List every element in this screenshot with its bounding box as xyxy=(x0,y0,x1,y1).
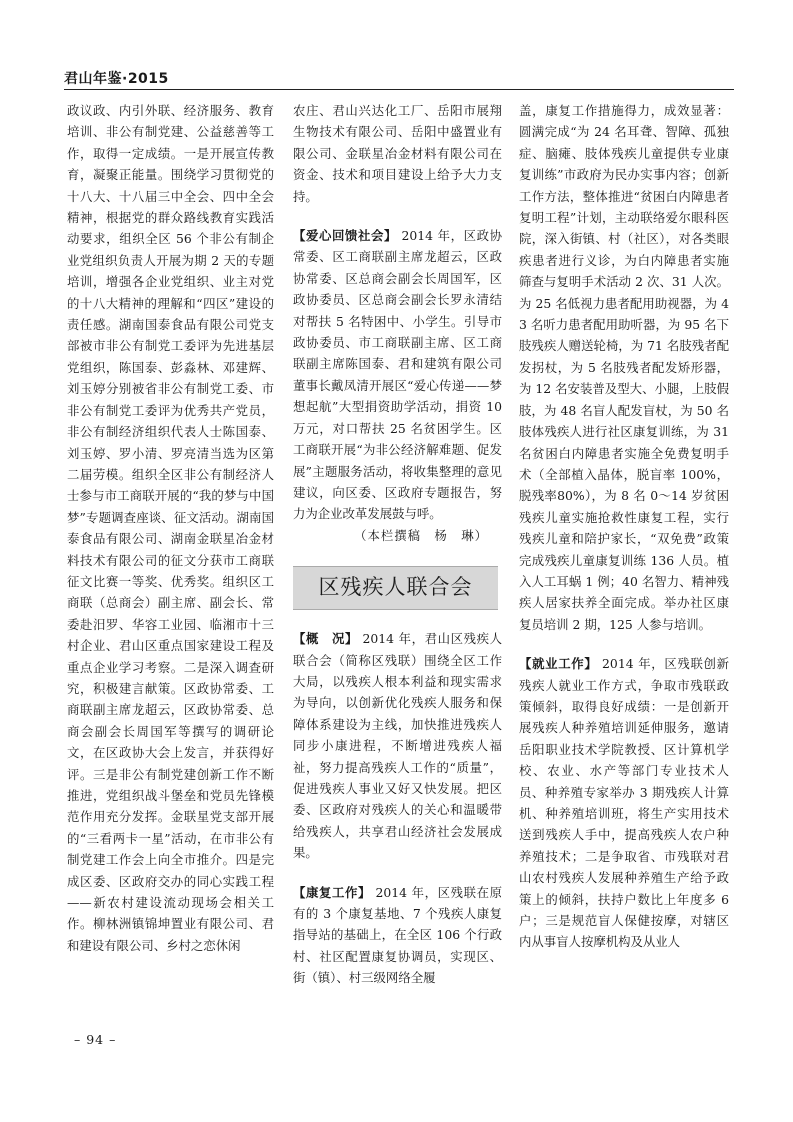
employment-paragraph xyxy=(519,653,729,953)
spacer xyxy=(519,635,729,653)
rehab-continued: 盖，康复工作措施得力，成效显著：圆满完成“为 24 名耳聋、智障、孤独症、脑瘫、肢体残疾儿童提供专业康复训练”市政府为民办实事内容；创新工作方法，整体推进“贫困白内障患者复明工程”计划，主动联络爱尔眼科医院，深入街镇、村（社区），对各类眼疾患者进行义诊，为白内障患者实施筛查与复明手术活动 2 次、31 人次。为 25 名低视力患者配用助视器，为 43 名听力患者配用助听器，为 95 名下肢残疾人赠送轮椅，为 71 名肢残者配发拐杖，为 5 名肢残者配发矫形器，为 12 名安装普及型大、小腿，上肢假肢，为 48 名盲人配发盲杖，为 50 名肢体残疾人进行社区康复训练，为 31 名贫困白内障患者实施全免费复明手术（全部植入晶体，脱盲率 100%，脱残率80%），为 8 名 0～14 岁贫困残疾儿童实施抢救性康复工程，实行残疾儿童和陪护家长，“双免费”政策完成残疾儿童康复训练 136 人员。植入人工耳蜗 1 例；40 名智力、精神残疾人居家扶养全面完成。举办社区康复员培训 2 期，125 人参与培训。 xyxy=(519,103,729,632)
rehab-text: 2014 年，区残联在原有的 3 个康复基地、7 个残疾人康复指导站的基础上，在全区 106 个行政村、社区配置康复协调员，实现区、街（镇）、村三级网络全履 xyxy=(293,884,502,986)
charity-text: 2014 年，区政协常委、区工商联副主席龙超云，区政协常委、区总商会副会长周国军，区政协委员、区总商会副会长罗永清结对帮扶 5 名特困中、小学生。引导市政协委员、市工商联副主席、区工商联副主席陈国泰、君和建筑有限公司董事长戴凤清开展区“爱心传递——梦想起航”大型捐资助学活动，捐资 10 万元，对口帮扶 25 名贫困学生。区工商联开展“为非公经济解难题、促发展”主题服务活动，将收集整理的意见建议，向区委、区政府专题报告，努力为企业改革发展鼓与呼。 xyxy=(293,228,502,522)
charity-paragraph xyxy=(293,225,502,525)
overview-paragraph xyxy=(293,628,502,863)
page-number: – 94 – xyxy=(74,1032,117,1047)
column-1-text: 政议政、内引外联、经济服务、教育培训、非公有制党建、公益慈善等工作，取得一定成绩。一是开展宣传教育，凝聚正能量。围绕学习贯彻党的十八大、十八届三中全会、四中全会精神，根据党的群众路线教育实践活动要求，组织全区 56 个非公有制企业党组织负责人开展为期 2 天的专题培训，增强各企业党组织、业主对党的十八大精神的理解和“四区”建设的责任感。湖南国泰食品有限公司党支部被市非公有制党工委评为先进基层党组织，陈国泰、彭淼林、邓建辉、刘玉婷分别被省非公有制党工委、市非公有制党工委评为优秀共产党员，非公有制经济组织代表人士陈国泰、刘玉婷、罗小清、罗亮清当选为区第二届劳模。组织全区非公有制经济人士参与市工商联开展的“我的梦与中国梦”专题调查座谈、征文活动。湖南国泰食品有限公司、湖南金联星冶金材料技术有限公司的征文分获市工商联征文比赛一等奖、优秀奖。组织区工商联（总商会）副主席、副会长、常委赴汨罗、华容工业园、临湘市十三村企业、君山区重点国家建设工程及重点企业学习考察。二是深入调查研究，积极建言献策。区政协常委、工商联副主席龙超云，区政协常委、总商会副会长周国军等撰写的调研论文，在区政协大会上发言，并获得好评。三是非公有制党建创新工作不断推进，党组织战斗堡垒和党员先锋模范作用充分发挥。金联星党支部开展的“三看两卡一星”活动，在市非公有制党建工作会上向全市推介。四是完成区委、区政府交办的同心实践工程——新农村建设流动现场会相关工作。柳林洲镇锦坤置业有限公司、君和建设有限公司、乡村之恋休闲 xyxy=(67,103,274,953)
yearbook-title: 君山年鉴·2015 xyxy=(64,71,169,87)
column-2-intro: 农庄、君山兴达化工厂、岳阳市展翔生物技术有限公司、岳阳中盛置业有限公司、金联星冶金材料有限公司在资金、技术和项目建设上给予大力支持。 xyxy=(293,103,502,204)
overview-text: 2014 年，君山区残疾人联合会（简称区残联）围绕全区工作大局，以残疾人根本利益和现实需求为导向，以创新优化残疾人服务和保障体系建设为主线，加快推进残疾人同步小康进程，不断增进残疾人福祉，努力提高残疾人工作的“质量”，促进残疾人事业又好又快发展。把区委、区政府对残疾人的关心和温暖带给残疾人，共享君山经济社会发展成果。 xyxy=(293,631,502,861)
charity-heading: 【爱心回馈社会】 xyxy=(293,228,397,244)
column-3 xyxy=(519,100,729,953)
employment-heading: 【就业工作】 xyxy=(519,656,598,672)
running-header xyxy=(64,66,734,92)
employment-text: 2014 年，区残联创新残疾人就业工作方式，争取市残联政策倾斜，取得良好成绩：一是创新开展残疾人种养殖培训延伸服务，邀请岳阳职业技术学院教授、区计算机学校、农业、水产等部门专业技术人员、种养殖专家举办 3 期残疾人计算机、种养殖培训班，将生产实用技术送到残疾人手中，提高残疾人农户种养殖技术；二是争取省、市残联对君山农村残疾人发展种养殖生产给予政策上的倾斜，扶持户数比上年度多 6 户；三是规范盲人保健按摩，对辖区内从事盲人按摩机构及从业人 xyxy=(519,656,729,950)
column-1 xyxy=(67,100,274,956)
rehab-heading: 【康复工作】 xyxy=(293,884,371,900)
spacer xyxy=(293,864,502,882)
section-title: 区残疾人联合会 xyxy=(318,575,473,600)
spacer xyxy=(293,207,502,225)
column-2 xyxy=(293,100,502,989)
section-title-box xyxy=(293,566,498,610)
rehab-paragraph xyxy=(293,882,502,989)
header-rule xyxy=(64,89,734,90)
credit-line: （本栏撰稿 杨 琳） xyxy=(354,527,488,543)
overview-heading: 【概 况】 xyxy=(293,631,358,647)
